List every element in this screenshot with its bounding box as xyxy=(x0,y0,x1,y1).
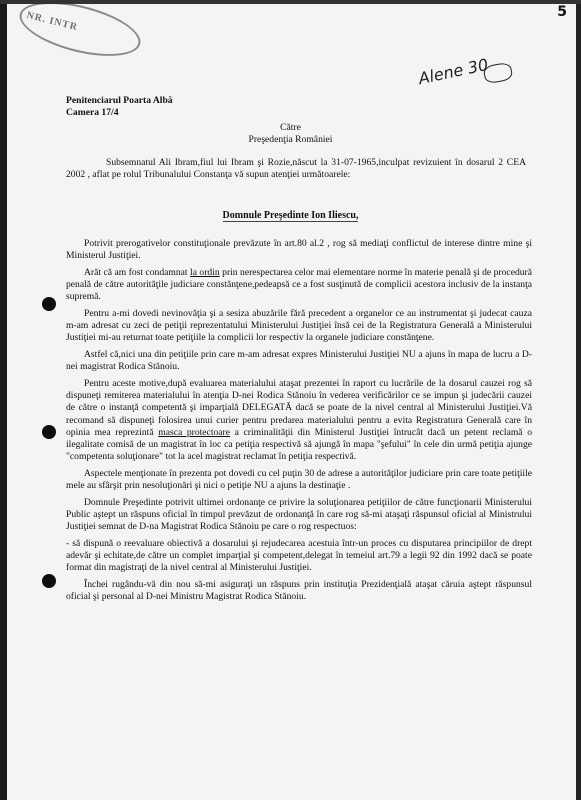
stamp-text: NR. INTR xyxy=(25,9,80,34)
scan-edge-top xyxy=(0,0,581,4)
letter-body xyxy=(66,238,532,608)
salutation xyxy=(0,210,581,222)
body-paragraph xyxy=(66,538,532,575)
scan-edge-left xyxy=(0,0,7,800)
underlined-phrase: masca protectoare xyxy=(158,426,230,438)
salutation-text: Domnule Preşedinte Ion Iliescu, xyxy=(222,210,359,221)
punch-hole xyxy=(42,574,56,588)
paragraph-text: Pentru aceste motive,după evaluarea materialului ataşat prezentei în raport cu lucrările de la dosarul cauzei rog să dispuneţi remiterea materialului în atenţia D-nei Rodica Stănoiu în vederea verificărilor ce se impun şi judecării cauzei de către o instanţă competentă şi imparţială DELEGATĂ dacă se poate de la nivel central al Ministerului Justiţiei.Vă recomand să dispuneţi folosirea unui curier pentru predarea materialului pentru a evita Registratura Generală care în opinia mea reprezintă xyxy=(66,378,532,438)
addressee-to: Către xyxy=(280,122,301,133)
punch-hole xyxy=(42,425,56,439)
paragraph-text: Arăt că am fost condamnat xyxy=(84,266,191,278)
paragraph-text: Pentru a-mi dovedi nevinovăţia şi a sesiza abuzările fără precedent a organelor ce au instrumentat şi judecat cauza m-am adresat cu zeci de petiţii reprezentatului Ministerului Justiţiei însă cei de la Registratura Generală a Ministerului Justiţiei mi-au returnat toate petiţiile la complicii lor respectiv la organele judiciare constănţene. xyxy=(66,308,532,344)
registration-stamp xyxy=(14,0,145,66)
paragraph-text: Aspectele menţionate în prezenta pot dovedi cu cel puţin 30 de adrese a autorităţilor judiciare prin care toate petiţiile mele au sfârşit prin nesoluţionări şi nici o petiţie NU a ajuns la destinaţie . xyxy=(66,467,532,492)
body-paragraph xyxy=(66,378,532,463)
underlined-phrase: la ordin xyxy=(190,266,220,278)
punch-hole xyxy=(42,297,56,311)
sender-institution: Penitenciarul Poarta Albă xyxy=(66,95,173,106)
paragraph-text: Închei rugându-vă din nou să-mi asiguraţi un răspuns prin instituţia Prezidenţială ataşat căruia aştept răspunsul oficial şi personal al D-nei Ministru Magistrat Rodica Stănoiu. xyxy=(66,579,532,603)
paragraph-text: a criminalităţii din Ministerul Justiţiei întrucât dacă un petent reclamă o ilegalitate comisă de un magistrat în loc ca petiţia respectivă să ajungă în mapa "şefului" în cele din urmă petiţia ajunge "competenta soluţionare" tot la acel magistrat reclamat în petiţia respectivă. xyxy=(66,426,532,463)
body-paragraph xyxy=(66,468,532,492)
paragraph-text: - să dispună o reevaluare obiectivă a dosarului şi rejudecarea acestuia într-un proces cu disputarea principiilor de drept adevăr şi echitate,de către un complet imparţial şi competent,delegat în temeiul art.79 a legii 92 din 1992 dacă se poate format din magistraţi de la nivel central al Ministerului Justiţiei. xyxy=(66,537,532,574)
intro-paragraph: Subsemnatul Ali Ibram,fiul lui Ibram şi Rozie,născut la 31-07-1965,inculpat revizuient în dosarul 2 CEA 2002 , aflat pe rolul Tribunalului Constanţa vă supun atenţiei următoarele: xyxy=(66,157,526,181)
handwritten-note: Alene 30 xyxy=(416,54,490,89)
sender-cell: Camera 17/4 xyxy=(66,107,119,119)
body-paragraph xyxy=(66,308,532,345)
body-paragraph xyxy=(66,497,532,534)
body-paragraph xyxy=(66,349,532,373)
body-paragraph xyxy=(66,238,532,262)
addressee-name: Preşedenţia României xyxy=(248,134,333,146)
scan-edge-right xyxy=(576,0,581,800)
paragraph-text: Potrivit prerogativelor constituţionale prevăzute în art.80 al.2 , rog să mediaţi conflictul de interese dintre mine şi Ministerul Justiţiei. xyxy=(66,238,532,262)
body-paragraph xyxy=(66,267,532,304)
page-number-mark: 5 xyxy=(557,4,567,20)
paragraph-text: Domnule Preşedinte potrivit ultimei ordonanţe ce privire la soluţionarea petiţiilor de către funcţionarii Ministerului Public aştept un răspuns oficial în timpul prevăzut de ordonanţă în care rog să-mi ataşaţi răspunsul oficial al Ministrului Justiţiei semnat de D-na Magistrat Rodica Stănoiu pe care o rog respectuos: xyxy=(66,496,532,533)
paragraph-text: Astfel că,nici una din petiţiile prin care m-am adresat expres Ministerului Justiţiei NU a ajuns în mapa de lucru a D-nei magistrat Rodica Stănoiu. xyxy=(66,349,532,373)
addressee-block xyxy=(0,122,581,146)
sender-block xyxy=(66,95,173,119)
body-paragraph xyxy=(66,579,532,603)
paragraph-text: prin nerespectarea celor mai elementare norme în materie penală şi de procedură penală de către autorităţile judiciare constănţene,pedeapsă ce a fost susţinută de complicii acestora inclusiv de la instanţa supremă. xyxy=(66,266,532,303)
